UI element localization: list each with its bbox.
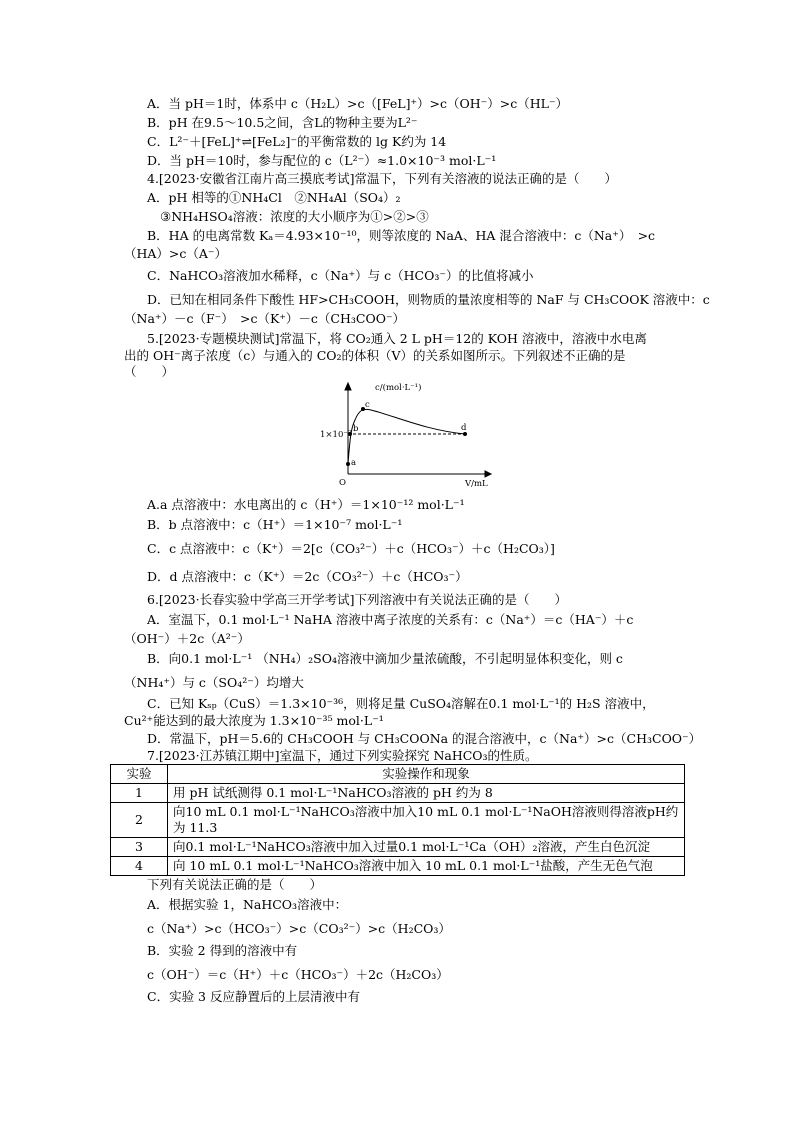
q5-stem: 5.[2023·专题模块测试]常温下，将 CO₂通入 2 L pH＝12的 KOH 溶液中，溶液中水电离 (147, 331, 647, 346)
q6-option-c: C．已知 Kₛₚ（CuS）＝1.3×10⁻³⁶，则将足量 CuSO₄溶解在0.1 mol·L⁻¹的 H₂S 溶液中， (147, 696, 655, 711)
x-axis-arrow-icon (485, 471, 491, 477)
q6-option-b-cont: （NH₄⁺）与 c（SO₄²⁻）均增大 (124, 675, 304, 690)
table-cell: 3 (111, 838, 168, 857)
q5-graph (320, 378, 495, 490)
table-row (111, 803, 685, 838)
table-cell: 1 (111, 784, 168, 803)
q5-option-a: A.a 点溶液中：水电离出的 c（H⁺）＝1×10⁻¹² mol·L⁻¹ (147, 497, 465, 512)
experiment-table (110, 764, 685, 876)
q7-option-a-formula: c（Na⁺）>c（HCO₃⁻）>c（CO₃²⁻）>c（H₂CO₃） (147, 921, 451, 936)
q7-prompt: 下列有关说法正确的是（ ） (147, 877, 323, 892)
origin-label: O (339, 478, 346, 488)
table-row (111, 857, 685, 876)
q5-answer-bracket: （ ） (124, 364, 175, 379)
q5-option-b: B．b 点溶液中：c（H⁺）＝1×10⁻⁷ mol·L⁻¹ (147, 517, 403, 532)
concentration-curve (348, 409, 465, 464)
q7-option-c: C．实验 3 反应静置后的上层清液中有 (147, 989, 360, 1004)
label-c: c (365, 400, 370, 410)
q5-option-c: C．c 点溶液中：c（K⁺）＝2[c（CO₃²⁻）＋c（HCO₃⁻）＋c（H₂CO₃）] (147, 541, 555, 556)
q4-option-c: C．NaHCO₃溶液加水稀释，c（Na⁺）与 c（HCO₃⁻）的比值将减小 (147, 268, 534, 283)
q3-option-c: C．L²⁻＋[FeL]⁺⇌[FeL₂]⁻的平衡常数的 lg K约为 14 (147, 134, 447, 149)
q6-option-b: B．向0.1 mol·L⁻¹ （NH₄）₂SO₄溶液中滴加少量浓硫酸，不引起明显体积变化，则 c (147, 651, 623, 666)
table-row (111, 838, 685, 857)
q7-option-b: B．实验 2 得到的溶液中有 (147, 943, 298, 958)
table-cell: 向10 mL 0.1 mol·L⁻¹NaHCO₃溶液中加入10 mL 0.1 mol·L⁻¹NaOH溶液则得溶液pH约为 11.3 (168, 803, 685, 838)
q3-option-b: B．pH 在9.5～10.5之间，含L的物种主要为L²⁻ (147, 115, 418, 130)
q7-option-b-formula: c（OH⁻）＝c（H⁺）＋c（HCO₃⁻）＋2c（H₂CO₃） (147, 967, 449, 982)
x-axis-label: V/mL (465, 479, 488, 489)
table-cell: 向0.1 mol·L⁻¹NaHCO₃溶液中加入过量0.1 mol·L⁻¹Ca（OH）₂溶液，产生白色沉淀 (168, 838, 685, 857)
table-cell: 用 pH 试纸测得 0.1 mol·L⁻¹NaHCO₃溶液的 pH 约为 8 (168, 784, 685, 803)
q4-stem: 4.[2023·安徽省江南片高三摸底考试]常温下，下列有关溶液的说法正确的是（ ） (147, 171, 617, 186)
table-cell: 2 (111, 803, 168, 838)
y-axis-arrow-icon (345, 383, 351, 390)
label-a: a (351, 458, 357, 468)
q4-option-a-cont: ③NH₄HSO₄溶液：浓度的大小顺序为①>②>③ (160, 209, 429, 224)
q4-option-a: A．pH 相等的①NH₄Cl ②NH₄Al（SO₄）₂ (147, 190, 401, 205)
q6-option-a: A．室温下，0.1 mol·L⁻¹ NaHA 溶液中离子浓度的关系有：c（Na⁺）＝c（HA⁻）＋c (147, 612, 634, 627)
q6-option-d: D．常温下，pH＝5.6的 CH₃COOH 与 CH₃COONa 的混合溶液中，c（Na⁺）>c（CH₃COO⁻） (147, 731, 702, 746)
table-header-row (111, 765, 685, 784)
q3-option-d: D．当 pH＝10时，参与配位的 c（L²⁻）≈1.0×10⁻³ mol·L⁻¹ (147, 153, 497, 168)
table-row (111, 784, 685, 803)
table-header: 实验操作和现象 (168, 765, 685, 784)
q6-stem: 6.[2023·长春实验中学高三开学考试]下列溶液中有关说法正确的是（ ） (147, 592, 567, 607)
q5-stem-cont: 出的 OH⁻离子浓度（c）与通入的 CO₂的体积（V）的关系如图所示。下列叙述不正确的是 (124, 348, 626, 363)
y-tick-label: 1×10⁻⁷ (320, 430, 352, 440)
table-cell: 4 (111, 857, 168, 876)
q4-option-d-cont: （Na⁺）－c（F⁻） >c（K⁺）－c（CH₃COO⁻） (124, 311, 406, 326)
q7-option-a: A．根据实验 1，NaHCO₃溶液中： (147, 897, 348, 912)
q6-option-a-cont: （OH⁻）＋2c（A²⁻） (124, 631, 250, 646)
table-cell: 向 10 mL 0.1 mol·L⁻¹NaHCO₃溶液中加入 10 mL 0.1 mol·L⁻¹盐酸，产生无色气泡 (168, 857, 685, 876)
q4-option-d: D．已知在相同条件下酸性 HF>CH₃COOH，则物质的量浓度相等的 NaF 与 CH₃COOK 溶液中：c (147, 292, 710, 307)
q6-option-c-cont: Cu²⁺能达到的最大浓度为 1.3×10⁻³⁵ mol·L⁻¹ (124, 713, 384, 728)
table-header: 实验 (111, 765, 168, 784)
label-b: b (353, 424, 359, 434)
q7-stem: 7.[2023·江苏镇江期中]室温下，通过下列实验探究 NaHCO₃的性质。 (147, 748, 538, 763)
q4-option-b: B．HA 的电离常数 Kₐ＝4.93×10⁻¹⁰，则等浓度的 NaA、HA 混合溶液中：c（Na⁺） >c (147, 228, 656, 243)
q4-option-b-cont: （HA）>c（A⁻） (124, 246, 228, 261)
q3-option-a: A．当 pH＝1时，体系中 c（H₂L）>c（[FeL]⁺）>c（OH⁻）>c（HL⁻） (147, 96, 569, 111)
label-d: d (461, 423, 467, 433)
point-a (346, 462, 350, 466)
q5-option-d: D．d 点溶液中：c（K⁺）＝2c（CO₃²⁻）＋c（HCO₃⁻） (147, 569, 468, 584)
y-axis-label: c/(mol·L⁻¹) (375, 383, 422, 393)
